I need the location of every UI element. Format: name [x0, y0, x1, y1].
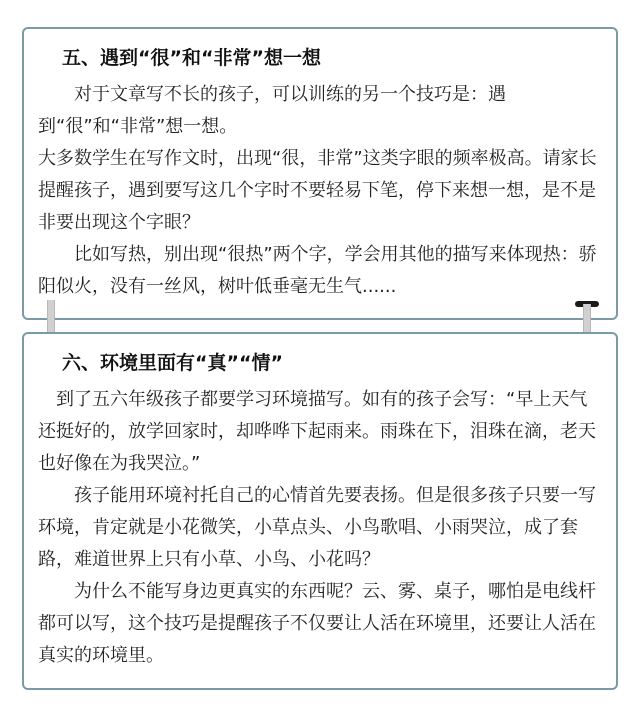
section-6-card	[22, 332, 618, 690]
section-5-paragraph-1: 对于文章写不长的孩子，可以训练的另一个技巧是：遇到“很”和“非常”想一想。	[38, 84, 506, 137]
section-5-paragraph-3: 比如写热，别出现“很热”两个字，学会用其他的描写来体现热：骄阳似火，没有一丝风，树叶低垂毫无生气......	[38, 244, 597, 297]
section-6-paragraph-3: 为什么不能写身边更真实的东西呢？云、雾、桌子，哪怕是电线杆都可以写，这个技巧是提醒孩子不仅要让人活在环境里，还要让人活在真实的环境里。	[38, 581, 596, 666]
section-5-card	[22, 27, 618, 320]
section-5-paragraph-2: 大多数学生在写作文时，出现“很，非常”这类字眼的频率极高。请家长提醒孩子，遇到要写这几个字时不要轻易下笔，停下来想一想，是不是非要出现这个字眼？	[38, 148, 597, 233]
section-6-title: 六、环境里面有“真”“情”	[62, 352, 283, 374]
section-6-paragraph-2: 孩子能用环境衬托自己的心情首先要表扬。但是很多孩子只要一写环境，肯定就是小花微笑，小草点头、小鸟歌唱、小雨哭泣，成了套路，难道世界上只有小草、小鸟、小花吗？	[38, 485, 596, 570]
section-5-title: 五、遇到“很”和“非常”想一想	[62, 47, 321, 69]
section-6-paragraph-1: 到了五六年级孩子都要学习环境描写。如有的孩子会写：“早上天气还挺好的，放学回家时，却哗哗下起雨来。雨珠在下，泪珠在滴，老天也好像在为我哭泣。”	[38, 389, 596, 474]
